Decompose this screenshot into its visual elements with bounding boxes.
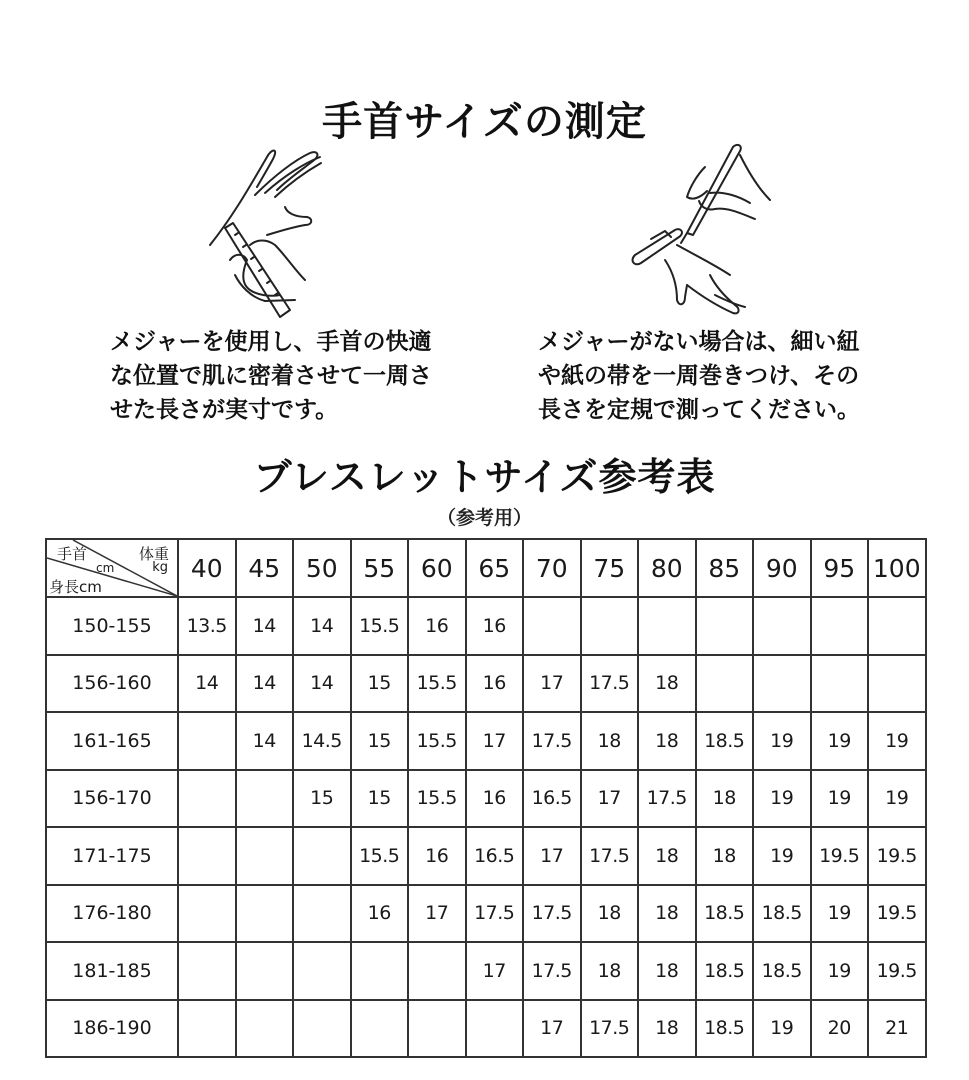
table-header-row <box>46 539 926 597</box>
size-cell: 16.5 <box>466 827 524 885</box>
size-cell: 19.5 <box>811 827 869 885</box>
size-cell: 16 <box>466 597 524 655</box>
size-cell: 19 <box>868 712 926 770</box>
size-cell <box>696 597 754 655</box>
size-cell: 14 <box>293 597 351 655</box>
size-cell <box>696 655 754 713</box>
table-row <box>46 712 926 770</box>
size-cell <box>178 827 236 885</box>
size-cell <box>408 1000 466 1058</box>
size-cell: 18 <box>581 885 639 943</box>
wrist-label: 手首 <box>57 545 88 563</box>
size-cell: 14 <box>236 597 294 655</box>
size-cell: 18 <box>581 942 639 1000</box>
height-range-cell: 156-160 <box>46 655 178 713</box>
weight-header: 55 <box>351 539 409 597</box>
size-cell: 17 <box>523 827 581 885</box>
size-cell: 15.5 <box>408 712 466 770</box>
size-cell: 15 <box>293 770 351 828</box>
weight-header: 50 <box>293 539 351 597</box>
height-label: 身長cm <box>49 578 102 596</box>
table-row <box>46 1000 926 1058</box>
instruction-without-tape <box>538 325 878 427</box>
instruction-line: 長さを定規で測ってください。 <box>538 397 860 423</box>
size-cell: 17.5 <box>581 655 639 713</box>
size-cell <box>236 1000 294 1058</box>
table-subtitle: （参考用） <box>436 507 532 529</box>
size-cell: 17.5 <box>581 1000 639 1058</box>
size-cell: 15.5 <box>408 655 466 713</box>
size-cell <box>408 942 466 1000</box>
size-cell: 20 <box>811 1000 869 1058</box>
table-row <box>46 655 926 713</box>
size-cell <box>351 942 409 1000</box>
size-cell: 18 <box>638 885 696 943</box>
size-cell: 17 <box>581 770 639 828</box>
table-row <box>46 597 926 655</box>
weight-header: 95 <box>811 539 869 597</box>
size-cell <box>293 1000 351 1058</box>
page-title: 手首サイズの測定 <box>322 99 647 145</box>
size-cell <box>351 1000 409 1058</box>
size-cell: 18 <box>638 942 696 1000</box>
weight-header: 60 <box>408 539 466 597</box>
size-cell: 18 <box>696 770 754 828</box>
size-cell: 14 <box>293 655 351 713</box>
size-cell: 17 <box>466 942 524 1000</box>
height-range-cell: 176-180 <box>46 885 178 943</box>
table-corner-header <box>46 539 178 597</box>
size-cell: 17 <box>523 655 581 713</box>
bracelet-size-table <box>45 538 927 1058</box>
height-range-cell: 171-175 <box>46 827 178 885</box>
size-cell <box>236 885 294 943</box>
size-cell: 18 <box>638 655 696 713</box>
size-cell: 19 <box>811 942 869 1000</box>
weight-header: 90 <box>753 539 811 597</box>
size-cell: 18 <box>696 827 754 885</box>
weight-label: 体重 <box>138 545 169 563</box>
size-cell: 18.5 <box>696 942 754 1000</box>
size-cell: 21 <box>868 1000 926 1058</box>
size-cell: 18.5 <box>753 885 811 943</box>
size-cell <box>236 942 294 1000</box>
size-cell: 19 <box>811 885 869 943</box>
size-cell: 18.5 <box>696 885 754 943</box>
size-cell: 17.5 <box>523 712 581 770</box>
size-cell: 15.5 <box>351 827 409 885</box>
size-cell: 17.5 <box>638 770 696 828</box>
size-cell: 15 <box>351 712 409 770</box>
size-cell <box>178 885 236 943</box>
hand-marking-paper-strip-icon <box>615 135 775 320</box>
height-range-cell: 186-190 <box>46 1000 178 1058</box>
table-title: ブレスレットサイズ参考表 <box>253 455 716 499</box>
table-row <box>46 827 926 885</box>
size-cell <box>178 770 236 828</box>
size-cell: 16 <box>408 597 466 655</box>
size-cell: 19 <box>753 712 811 770</box>
size-cell: 16 <box>351 885 409 943</box>
size-cell: 18.5 <box>696 712 754 770</box>
size-cell: 17.5 <box>523 942 581 1000</box>
size-cell: 16 <box>408 827 466 885</box>
size-cell: 15.5 <box>408 770 466 828</box>
size-cell: 17.5 <box>466 885 524 943</box>
table-row <box>46 942 926 1000</box>
size-cell <box>178 942 236 1000</box>
size-cell: 18 <box>581 712 639 770</box>
size-cell: 19 <box>753 1000 811 1058</box>
instruction-line: せた長さが実寸です。 <box>110 397 339 423</box>
size-cell <box>638 597 696 655</box>
size-cell: 15 <box>351 770 409 828</box>
size-cell: 18.5 <box>753 942 811 1000</box>
size-cell: 14.5 <box>293 712 351 770</box>
height-range-cell: 156-170 <box>46 770 178 828</box>
hand-measuring-tape-icon <box>195 135 355 320</box>
size-cell: 16.5 <box>523 770 581 828</box>
weight-header: 85 <box>696 539 754 597</box>
weight-header: 80 <box>638 539 696 597</box>
size-cell: 19.5 <box>868 827 926 885</box>
size-cell: 15.5 <box>351 597 409 655</box>
size-cell: 19.5 <box>868 885 926 943</box>
size-cell: 17.5 <box>523 885 581 943</box>
table-row <box>46 770 926 828</box>
instruction-with-tape <box>110 325 450 427</box>
weight-header: 75 <box>581 539 639 597</box>
size-cell: 18 <box>638 827 696 885</box>
size-cell: 18.5 <box>696 1000 754 1058</box>
size-cell <box>753 655 811 713</box>
size-cell <box>868 597 926 655</box>
size-cell: 19 <box>868 770 926 828</box>
size-cell: 16 <box>466 655 524 713</box>
size-cell <box>236 770 294 828</box>
size-cell: 17 <box>523 1000 581 1058</box>
size-cell: 13.5 <box>178 597 236 655</box>
size-cell: 19.5 <box>868 942 926 1000</box>
size-cell <box>753 597 811 655</box>
height-range-cell: 150-155 <box>46 597 178 655</box>
size-cell: 19 <box>753 770 811 828</box>
wrist-unit-label: cm <box>96 561 115 575</box>
size-cell <box>811 655 869 713</box>
size-cell: 17 <box>466 712 524 770</box>
weight-header: 70 <box>523 539 581 597</box>
instruction-line: メジャーがない場合は、細い紐 <box>538 329 860 355</box>
instruction-line: メジャーを使用し、手首の快適 <box>110 329 432 355</box>
size-cell: 14 <box>178 655 236 713</box>
size-cell <box>293 885 351 943</box>
size-cell <box>293 942 351 1000</box>
weight-header: 45 <box>236 539 294 597</box>
weight-header: 100 <box>868 539 926 597</box>
size-cell: 14 <box>236 655 294 713</box>
size-cell: 19 <box>811 712 869 770</box>
size-cell <box>581 597 639 655</box>
instruction-line: な位置で肌に密着させて一周さ <box>110 363 432 389</box>
size-cell: 18 <box>638 1000 696 1058</box>
weight-unit-label: kg <box>152 560 168 575</box>
size-cell: 15 <box>351 655 409 713</box>
size-cell <box>236 827 294 885</box>
height-range-cell: 181-185 <box>46 942 178 1000</box>
size-cell <box>811 597 869 655</box>
height-range-cell: 161-165 <box>46 712 178 770</box>
size-cell <box>178 1000 236 1058</box>
size-cell: 19 <box>753 827 811 885</box>
size-cell: 19 <box>811 770 869 828</box>
size-cell: 14 <box>236 712 294 770</box>
size-cell: 18 <box>638 712 696 770</box>
weight-header: 40 <box>178 539 236 597</box>
size-cell: 16 <box>466 770 524 828</box>
size-cell <box>293 827 351 885</box>
size-cell <box>868 655 926 713</box>
size-cell: 17 <box>408 885 466 943</box>
size-cell: 17.5 <box>581 827 639 885</box>
weight-header: 65 <box>466 539 524 597</box>
size-cell <box>466 1000 524 1058</box>
size-cell <box>523 597 581 655</box>
table-body <box>46 597 926 1057</box>
size-cell <box>178 712 236 770</box>
table-row <box>46 885 926 943</box>
instruction-line: や紙の帯を一周巻きつけ、その <box>538 363 860 389</box>
